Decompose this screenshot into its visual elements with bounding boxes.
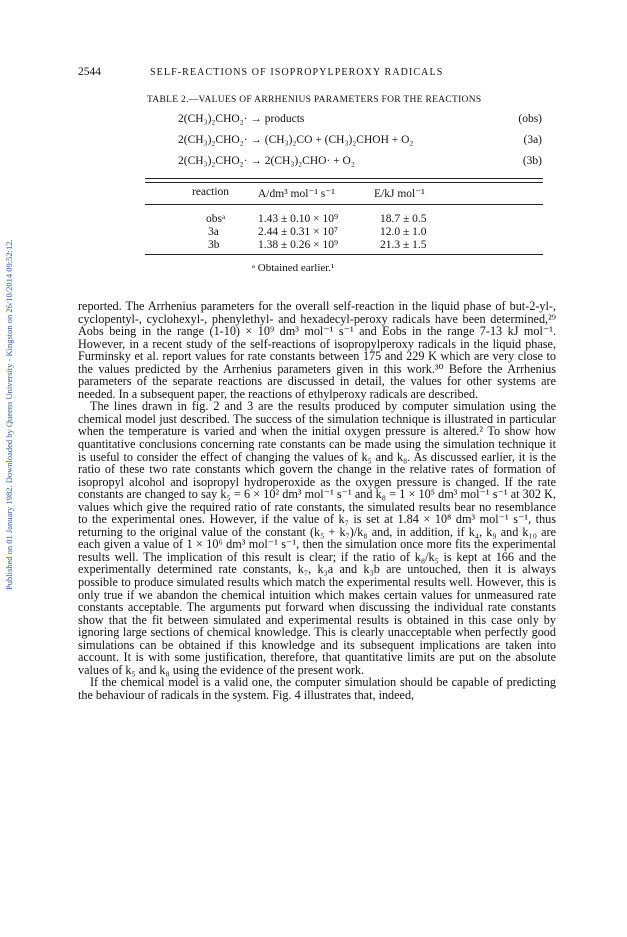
- running-title: SELF-REACTIONS OF ISOPROPYLPEROXY RADICALS: [150, 67, 444, 78]
- table-cell-reaction: 3a: [208, 226, 219, 238]
- reaction-equation-3a: 2(CH₃)₂CHO₂· → (CH₃)₂CO + (CH₃)₂CHOH + O₂: [178, 134, 414, 146]
- table-cell-a: 2.44 ± 0.31 × 10⁷: [258, 226, 339, 238]
- table-cell-a: 1.38 ± 0.26 × 10⁹: [258, 239, 339, 251]
- reaction-equation-obs: 2(CH₃)₂CHO₂· → products: [178, 113, 305, 125]
- page-header: [78, 66, 548, 82]
- table-footnote: ᵃ Obtained earlier.¹: [252, 262, 335, 274]
- table-caption: TABLE 2.—VALUES OF ARRHENIUS PARAMETERS FOR THE REACTIONS: [147, 95, 482, 105]
- table-cell-e: 21.3 ± 1.5: [380, 239, 427, 251]
- table-cell-reaction: obsᵃ: [206, 213, 226, 225]
- table-top-rule: [145, 178, 543, 179]
- reaction-tag-3a: (3a): [523, 134, 542, 146]
- page-number: 2544: [78, 66, 101, 78]
- column-header-e: E/kJ mol⁻¹: [374, 188, 425, 200]
- download-watermark: Published on 01 January 1982. Downloaded by Queens University - Kingston on 26/10/2014 09:52:12.: [4, 239, 14, 590]
- table-cell-e: 18.7 ± 0.5: [380, 213, 427, 225]
- paragraph: reported. The Arrhenius parameters for the overall self-reaction in the liquid phase of but-2-yl-, cyclopentyl-, cyclohexyl-, phenylethyl- and hexadecyl-peroxy radicals have been determined,²⁹ Aobs being in the range (1-10) × 10⁹ dm³ mol⁻¹ s⁻¹ and Eobs in the range 7-13 kJ mol⁻¹. However, in a recent study of the self-reactions of isopropylperoxy radicals in the liquid phase, Furminsky et al. report values for rate constants between 175 and 229 K which are very close to the values predicted by the Arrhenius parameters given in this work.³⁰ Before the Arrhenius parameters of the separate reactions are discussed in detail, the values for other systems are needed. In a subsequent paper, the reactions of ethylperoxy radicals are described.: [78, 299, 556, 401]
- column-header-a: A/dm³ mol⁻¹ s⁻¹: [258, 188, 335, 200]
- table-cell-a: 1.43 ± 0.10 × 10⁹: [258, 213, 339, 225]
- paragraph: The lines drawn in fig. 2 and 3 are the results produced by computer simulation using the chemical model just described. The success of the simulation technique is illustrated in particular when the temperature is varied and when the initial oxygen pressure is altered.² To show how quantitative conclusions concerning rate constants can be made using the simulation technique it is useful to consider the effect of changing the values of k₅ and k₈. As discussed earlier, it is the ratio of these two rate constants which govern the change in the relative rates of formation of isopropyl alcohol and isopropyl hydroperoxide as the oxygen pressure is changed. If the rate constants are changed to say k₅ = 6 × 10² dm³ mol⁻¹ s⁻¹ and k₈ = 1 × 10⁵ dm³ mol⁻¹ s⁻¹ at 302 K, values which give the required ratio of rate constants, the simulated results bear no resemblance to the experimental ones. However, if the value of k₇ is set at 1.84 × 10⁸ dm³ mol⁻¹ s⁻¹, thus returning to the original value of the constant (k₅ + k₇)/k₈ and, in addition, if k₄, k₉ and k₁₀ are each given a value of 1 × 10⁶ dm³ mol⁻¹ s⁻¹, then the simulation once more fits the experimental results well. The implication of this result is clear; if the ratio of k₈/k₅ is kept at 166 and the experimentally determined rate constants, k₇, k₃a and k₃b are untouched, then it is always possible to produce simulated results which match the experimental results well. However, this is only true if we abandon the chemical intuition which makes certain values for unmeasured rate constants acceptable. The arguments put forward when discussing the individual rate constants show that the fit between simulated and experimental results is obtained in this case only by ignoring large sections of chemical knowledge. This is clearly unacceptable when perfectly good simulations can be obtained if this knowledge and its subsequent implications are taken into account. It is with some justification, therefore, that quantitative limits are put on the absolute values of k₅ and k₈ using the evidence of the present work.: [78, 399, 556, 677]
- table-cell-reaction: 3b: [208, 239, 220, 251]
- column-header-reaction: reaction: [192, 186, 230, 198]
- table-header-rule: [145, 204, 543, 205]
- table-bottom-rule: [145, 254, 543, 255]
- reaction-tag-obs: (obs): [518, 113, 542, 125]
- table-cell-e: 12.0 ± 1.0: [380, 226, 427, 238]
- body-text: [78, 300, 556, 702]
- reaction-equation-3b: 2(CH₃)₂CHO₂· → 2(CH₃)₂CHO· + O₂: [178, 155, 355, 167]
- table-top-rule-double: [145, 182, 543, 183]
- paragraph: If the chemical model is a valid one, the computer simulation should be capable of predicting the behaviour of radicals in the system. Fig. 4 illustrates that, indeed,: [78, 675, 556, 702]
- reaction-tag-3b: (3b): [522, 155, 542, 167]
